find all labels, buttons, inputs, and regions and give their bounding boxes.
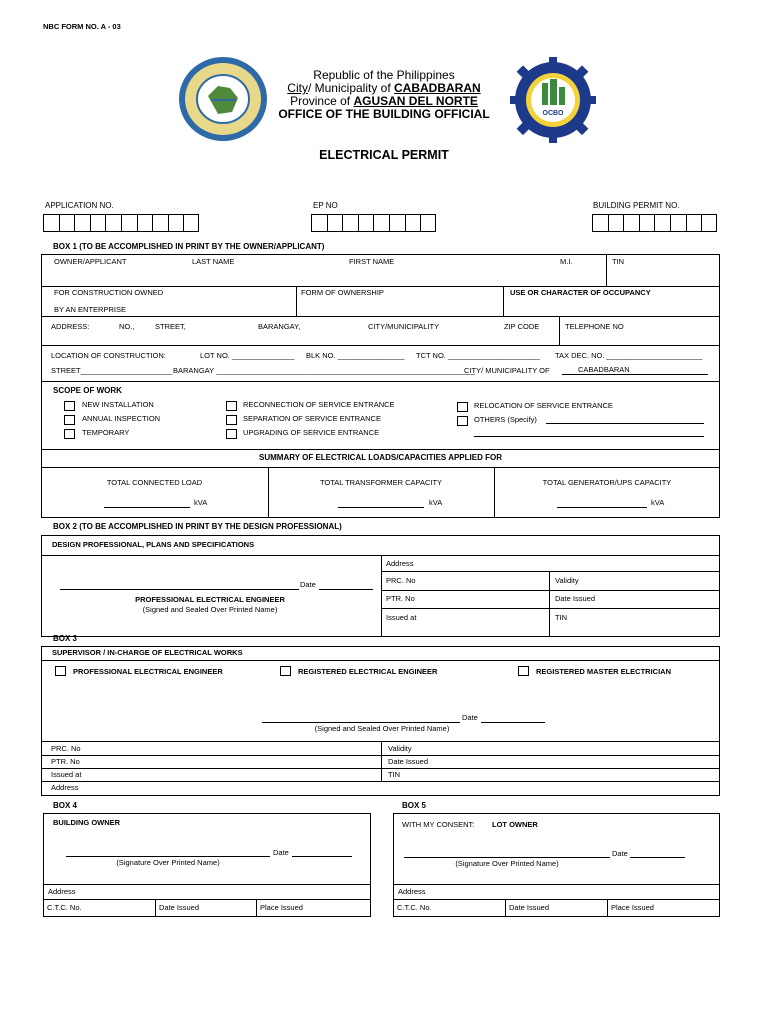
supervisor-signature-line[interactable] <box>262 722 460 723</box>
separation-label: SEPARATION OF SERVICE ENTRANCE <box>243 414 381 423</box>
owner-label: OWNER/APPLICANT <box>54 257 127 266</box>
scope-title: SCOPE OF WORK <box>53 386 122 395</box>
consent-label: WITH MY CONSENT: <box>402 820 475 829</box>
city-municipality-label: CITY/ MUNICIPALITY OF <box>464 366 550 375</box>
form-code: NBC FORM NO. A - 03 <box>43 22 121 31</box>
supervisor-rme-checkbox[interactable] <box>518 666 529 676</box>
designer-date-label: Date <box>300 580 316 589</box>
new-installation-label: NEW INSTALLATION <box>82 400 154 409</box>
building-owner-date-field[interactable] <box>292 856 352 857</box>
reconnection-label: RECONNECTION OF SERVICE ENTRANCE <box>243 400 395 409</box>
supervisor-prc-label: PRC. No <box>51 744 81 753</box>
designer-signature-line[interactable] <box>60 589 299 590</box>
by-enterprise-label: BY AN ENTERPRISE <box>54 305 126 314</box>
box3-heading: BOX 3 <box>53 634 78 643</box>
relocation-label: RELOCATION OF SERVICE ENTRANCE <box>474 401 613 410</box>
ep-no-label: EP NO <box>313 201 338 210</box>
application-no-label: APPLICATION NO. <box>45 201 114 210</box>
supervisor-rme-label: REGISTERED MASTER ELECTRICIAN <box>536 667 672 676</box>
no-label: NO., <box>119 322 135 331</box>
upgrading-checkbox[interactable] <box>226 429 237 439</box>
supervisor-section: SUPERVISOR / IN-CHARGE OF ELECTRICAL WORKS <box>52 648 243 657</box>
designer-date-issued-label: Date Issued <box>555 594 596 603</box>
building-permit-no-field[interactable] <box>592 214 717 232</box>
ep-no-field[interactable] <box>311 214 436 232</box>
province-line: Province of AGUSAN DEL NORTE <box>290 94 478 108</box>
building-owner-date-label: Date <box>273 848 289 857</box>
designer-tin-label: TIN <box>555 613 568 622</box>
lot-owner-ctc-label: C.T.C. No. <box>397 903 432 912</box>
city-seal-logo <box>178 56 268 142</box>
designer-issued-at-label: Issued at <box>386 613 417 622</box>
address-label: ADDRESS: <box>51 322 90 331</box>
ocbo-seal-logo <box>504 57 602 143</box>
temporary-checkbox[interactable] <box>64 429 75 439</box>
supervisor-address-label: Address <box>51 783 79 792</box>
supervisor-validity-label: Validity <box>388 744 412 753</box>
supervisor-pee-label: PROFESSIONAL ELECTRICAL ENGINEER <box>73 667 223 676</box>
designer-validity-label: Validity <box>555 576 579 585</box>
kva-unit-1: kVA <box>194 498 208 507</box>
building-owner-title: BUILDING OWNER <box>53 818 121 827</box>
tin-label: TIN <box>612 257 625 266</box>
svg-text:OCBO: OCBO <box>542 110 564 117</box>
building-owner-date-issued-label: Date Issued <box>159 903 200 912</box>
supervisor-date-field[interactable] <box>481 722 545 723</box>
lot-owner-place-issued-label: Place Issued <box>611 903 654 912</box>
others-specify-line[interactable] <box>546 423 704 424</box>
designer-signed-note: (Signed and Sealed Over Printed Name) <box>142 605 278 614</box>
others-label: OTHERS (Specify) <box>474 415 537 424</box>
city-line: City/ Municipality of CABADBARAN <box>287 81 481 95</box>
others-checkbox[interactable] <box>457 416 468 426</box>
building-owner-sig-note: (Signature Over Printed Name) <box>116 858 220 867</box>
tct-no-field[interactable]: TCT NO. ______________________ <box>416 351 540 360</box>
supervisor-signed-note: (Signed and Sealed Over Printed Name) <box>314 724 450 733</box>
summary-title: SUMMARY OF ELECTRICAL LOADS/CAPACITIES APPLIED FOR <box>259 453 502 462</box>
blk-no-field[interactable]: BLK NO. ________________ <box>306 351 405 360</box>
lot-no-field[interactable]: LOT NO. _______________ <box>200 351 295 360</box>
building-owner-place-issued-label: Place Issued <box>260 903 303 912</box>
lot-owner-sig-note: (Signature Over Printed Name) <box>455 859 559 868</box>
annual-inspection-label: ANNUAL INSPECTION <box>82 414 161 423</box>
generator-capacity-field[interactable] <box>557 507 647 508</box>
agency-header <box>270 69 498 121</box>
annual-inspection-checkbox[interactable] <box>64 415 75 425</box>
supervisor-ree-label: REGISTERED ELECTRICAL ENGINEER <box>298 667 438 676</box>
box2-heading: BOX 2 (TO BE ACCOMPLISHED IN PRINT BY THE DESIGN PROFESSIONAL) <box>53 522 342 531</box>
lot-owner-title: LOT OWNER <box>492 820 538 829</box>
location-label: LOCATION OF CONSTRUCTION: <box>51 351 166 360</box>
designer-date-field[interactable] <box>319 589 373 590</box>
lot-owner-date-issued-label: Date Issued <box>509 903 550 912</box>
others-specify-line-2[interactable] <box>474 436 704 437</box>
supervisor-date-issued-label: Date Issued <box>388 757 429 766</box>
reconnection-checkbox[interactable] <box>226 401 237 411</box>
temporary-label: TEMPORARY <box>82 428 130 437</box>
mi-label: M.I. <box>560 257 573 266</box>
upgrading-label: UPGRADING OF SERVICE ENTRANCE <box>243 428 380 437</box>
relocation-checkbox[interactable] <box>457 402 468 412</box>
city-municipality-field[interactable]: CABADBARAN <box>562 365 708 375</box>
building-owner-address-label: Address <box>48 887 76 896</box>
street-field[interactable]: STREET______________________ <box>51 366 173 375</box>
supervisor-date-label: Date <box>462 713 478 722</box>
supervisor-issued-at-label: Issued at <box>51 770 82 779</box>
barangay-field[interactable]: BARANGAY ______________________________________________________________ <box>173 366 475 375</box>
separation-checkbox[interactable] <box>226 415 237 425</box>
lot-owner-date-label: Date <box>612 849 628 858</box>
page-title: ELECTRICAL PERMIT <box>319 148 449 162</box>
barangay-label: BARANGAY, <box>258 322 301 331</box>
use-occupancy-label: USE OR CHARACTER OF OCCUPANCY <box>510 288 651 297</box>
zip-label: ZIP CODE <box>504 322 540 331</box>
transformer-capacity-field[interactable] <box>338 507 424 508</box>
transformer-capacity-label: TOTAL TRANSFORMER CAPACITY <box>319 478 443 487</box>
construction-owned-label: FOR CONSTRUCTION OWNED <box>54 288 164 297</box>
generator-capacity-label: TOTAL GENERATOR/UPS CAPACITY <box>542 478 672 487</box>
form-ownership-label: FORM OF OWNERSHIP <box>301 288 384 297</box>
supervisor-ree-checkbox[interactable] <box>280 666 291 676</box>
supervisor-pee-checkbox[interactable] <box>55 666 66 676</box>
supervisor-tin-label: TIN <box>388 770 401 779</box>
building-owner-ctc-label: C.T.C. No. <box>47 903 82 912</box>
supervisor-ptr-label: PTR. No <box>51 757 80 766</box>
connected-load-label: TOTAL CONNECTED LOAD <box>106 478 203 487</box>
designer-title: PROFESSIONAL ELECTRICAL ENGINEER <box>135 595 285 604</box>
first-name-label: FIRST NAME <box>349 257 395 266</box>
designer-address-label: Address <box>386 559 414 568</box>
box4-heading: BOX 4 <box>53 801 78 810</box>
designer-ptr-label: PTR. No <box>386 594 415 603</box>
box5-heading: BOX 5 <box>402 801 427 810</box>
street-label: STREET, <box>155 322 186 331</box>
building-owner-signature-line[interactable] <box>66 856 270 857</box>
telephone-label: TELEPHONE NO <box>565 322 624 331</box>
republic-line: Republic of the Philippines <box>313 68 455 82</box>
kva-unit-2: kVA <box>429 498 443 507</box>
lot-owner-signature-line[interactable] <box>404 857 610 858</box>
lot-owner-address-label: Address <box>398 887 426 896</box>
connected-load-field[interactable] <box>104 507 190 508</box>
box1-heading: BOX 1 (TO BE ACCOMPLISHED IN PRINT BY THE OWNER/APPLICANT) <box>53 242 325 251</box>
tax-dec-field[interactable]: TAX DEC. NO. _______________________ <box>555 351 703 360</box>
city-label: CITY/MUNICIPALITY <box>368 322 440 331</box>
kva-unit-3: kVA <box>651 498 665 507</box>
last-name-label: LAST NAME <box>192 257 235 266</box>
designer-prc-label: PRC. No <box>386 576 416 585</box>
lot-owner-date-field[interactable] <box>630 857 685 858</box>
building-permit-no-label: BUILDING PERMIT NO. <box>593 201 680 210</box>
application-no-field[interactable] <box>43 214 199 232</box>
new-installation-checkbox[interactable] <box>64 401 75 411</box>
design-professional-section: DESIGN PROFESSIONAL, PLANS AND SPECIFICATIONS <box>52 540 255 549</box>
office-line: OFFICE OF THE BUILDING OFFICIAL <box>278 107 490 121</box>
